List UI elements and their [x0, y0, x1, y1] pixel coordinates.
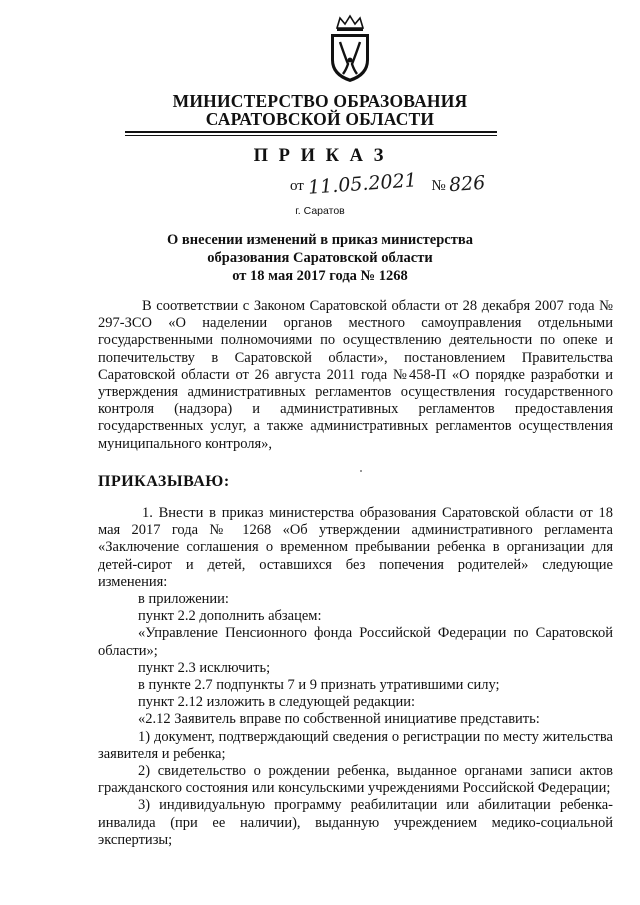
handwritten-date: 11.05.2021 — [306, 169, 418, 199]
subject-line1: О внесении изменений в приказ министерства — [167, 232, 473, 248]
scan-speck — [360, 470, 362, 472]
order-date-number — [290, 169, 487, 199]
decree-word: ПРИКАЗЫВАЮ: — [98, 473, 230, 490]
item-paragraph: пункт 2.3 исключить; — [138, 659, 271, 676]
item-paragraph: пункт 2.12 изложить в следующей редакции: — [138, 694, 416, 711]
number-prefix: № — [431, 178, 446, 194]
subject-line2: образования Саратовской области — [207, 250, 433, 266]
order-title: П Р И К А З — [253, 146, 387, 166]
item-paragraph: в пункте 2.7 подпункты 7 и 9 признать утратившими силу; — [138, 677, 500, 694]
preamble-block — [98, 298, 613, 453]
item-paragraph: «2.12 Заявитель вправе по собственной инициативе представить: — [138, 711, 540, 728]
item-paragraph: пункт 2.2 дополнить абзацем: — [138, 608, 322, 625]
header-rule-thick — [125, 131, 497, 133]
ministry-name-line1: МИНИСТЕРСТВО ОБРАЗОВАНИЯ — [172, 91, 468, 111]
item-paragraph: 2) свидетельство о рождении ребенка, выданное органами записи актов гражданского состояния или консульскими учреждениями Российской Федерации; — [98, 763, 613, 797]
handwritten-number: 826 — [448, 171, 487, 197]
item-paragraph: в приложении: — [138, 591, 229, 608]
order-items-block — [98, 505, 613, 849]
city-label: г. Саратов — [295, 205, 345, 217]
header-rule-thin — [125, 135, 497, 136]
item-paragraph: 3) индивидуальную программу реабилитации или абилитации ребенка-инвалида (при ее наличии), выданную учреждением медико-социальной экспертизы; — [98, 797, 613, 848]
item-paragraph: 1) документ, подтверждающий сведения о регистрации по месту жительства заявителя и ребенка; — [98, 728, 613, 762]
subject-line3: от 18 мая 2017 года № 1268 — [232, 268, 408, 284]
item-paragraph: 1. Внести в приказ министерства образования Саратовской области от 18 мая 2017 года № 1268 «Об утверждении административного регламента «Заключение соглашения о временном пребывании ребенка в организации для детей-сирот и детей, оставшихся без попечения родителей» следующие изменения: — [98, 505, 613, 590]
preamble-paragraph: В соответствии с Законом Саратовской области от 28 декабря 2007 года № 297-ЗСО «О наделении органов местного самоуправления отдельными государственными полномочиями по осуществлению деятельности по опеке и попечительству в Саратовской области», постановлением Правительства Саратовской области от 26 августа 2011 года №458-П «О порядке разработки и утверждения административных регламентов осуществления государственного контроля (надзора) и административных регламентов предоставления государственных услуг, а также административных регламентов осуществления муниципального контроля», — [98, 298, 613, 452]
date-prefix: от — [290, 178, 304, 194]
item-paragraph: «Управление Пенсионного фонда Российской Федерации по Саратовской области»; — [98, 625, 613, 659]
ministry-name-line2: САРАТОВСКОЙ ОБЛАСТИ — [205, 109, 435, 129]
saratov-coat-of-arms-icon — [327, 14, 373, 84]
